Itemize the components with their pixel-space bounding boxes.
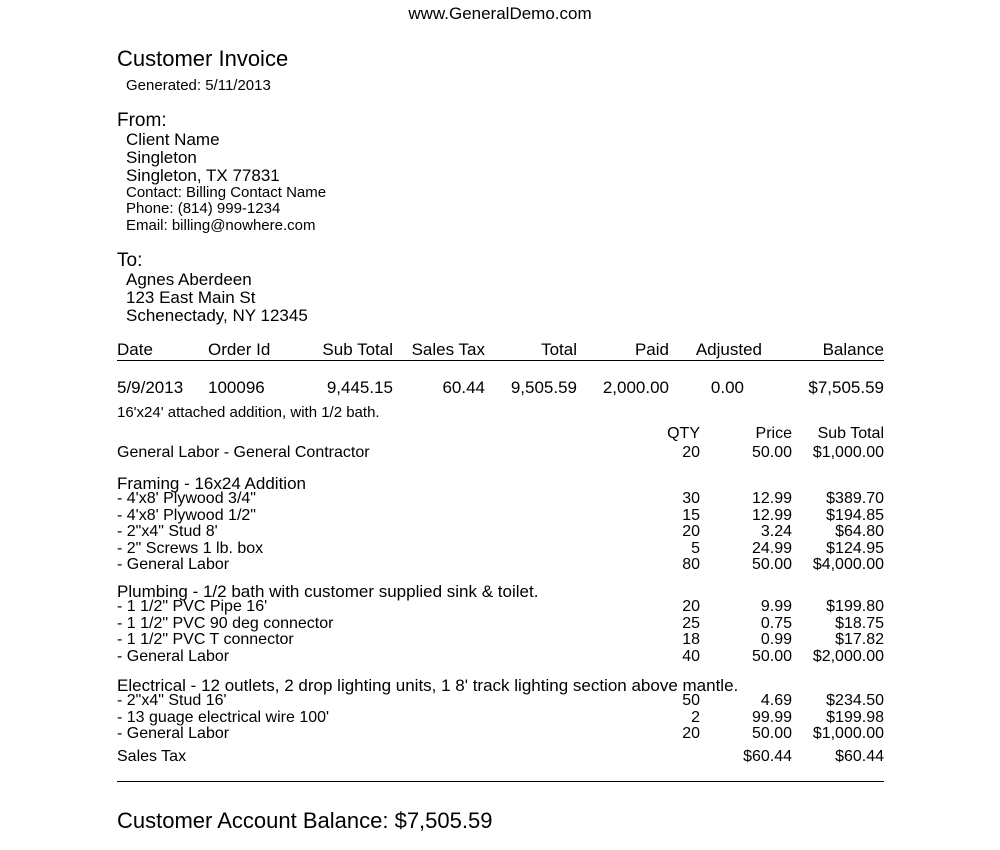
item-name: - 1 1/2" PVC T connector bbox=[117, 631, 294, 648]
line-header-row bbox=[117, 425, 884, 445]
from-contact: Contact: Billing Contact Name bbox=[126, 184, 327, 201]
to-name: Agnes Aberdeen bbox=[126, 270, 252, 289]
item-qty: 30 bbox=[682, 490, 700, 507]
summary-header-row bbox=[117, 340, 884, 360]
item-price: 4.69 bbox=[760, 692, 792, 709]
col-order-id: Order Id bbox=[208, 340, 271, 359]
item-price: 12.99 bbox=[751, 506, 792, 524]
item-price: 50.00 bbox=[751, 725, 792, 742]
item-name: - General Labor bbox=[117, 647, 230, 665]
col-price: Price bbox=[755, 425, 792, 442]
sales-tax-price: $60.44 bbox=[743, 748, 792, 765]
item-name: - 4'x8' Plywood 1/2" bbox=[117, 506, 256, 524]
item-qty: 20 bbox=[682, 444, 700, 461]
item-qty: 80 bbox=[682, 556, 700, 573]
item-qty: 25 bbox=[682, 614, 700, 632]
item-subtotal: $2,000.00 bbox=[812, 647, 884, 665]
order-description: 16'x24' attached addition, with 1/2 bath. bbox=[117, 404, 380, 421]
item-qty: 18 bbox=[682, 631, 700, 648]
col-balance: Balance bbox=[822, 340, 884, 359]
item-price: 50.00 bbox=[751, 556, 792, 573]
summary-sales-tax: 60.44 bbox=[442, 378, 485, 397]
item-name: - General Labor bbox=[117, 556, 230, 573]
sales-tax-subtotal: $60.44 bbox=[835, 748, 884, 765]
section-title-electrical: Electrical - 12 outlets, 2 drop lighting units, 1 8' track lighting section above mantle. bbox=[117, 676, 739, 695]
col-sales-tax: Sales Tax bbox=[411, 340, 485, 359]
section-title-framing: Framing - 16x24 Addition bbox=[117, 474, 306, 493]
from-name: Client Name bbox=[126, 130, 220, 149]
item-price: 0.99 bbox=[760, 631, 792, 648]
sales-tax-label: Sales Tax bbox=[117, 748, 187, 765]
item-qty: 5 bbox=[691, 539, 700, 557]
list-item bbox=[117, 726, 884, 746]
from-phone: Phone: (814) 999-1234 bbox=[126, 200, 281, 217]
item-qty: 15 bbox=[682, 506, 700, 524]
item-price: 3.24 bbox=[760, 523, 792, 540]
from-email: Email: billing@nowhere.com bbox=[126, 217, 316, 234]
list-item bbox=[117, 649, 884, 669]
col-line-subtotal: Sub Total bbox=[817, 425, 884, 442]
item-subtotal: $124.95 bbox=[826, 539, 884, 557]
item-name: - 13 guage electrical wire 100' bbox=[117, 708, 330, 726]
generated-date: Generated: 5/11/2013 bbox=[126, 77, 271, 94]
to-label: To: bbox=[117, 250, 143, 271]
item-price: 24.99 bbox=[751, 539, 792, 557]
summary-total: 9,505.59 bbox=[510, 378, 577, 397]
item-qty: 20 bbox=[682, 523, 700, 540]
col-paid: Paid bbox=[634, 340, 669, 359]
item-subtotal: $234.50 bbox=[826, 692, 884, 709]
item-name: General Labor - General Contractor bbox=[117, 444, 370, 461]
item-name: - 2"x4" Stud 8' bbox=[117, 523, 218, 540]
item-subtotal: $194.85 bbox=[826, 506, 884, 524]
item-subtotal: $64.80 bbox=[835, 523, 884, 540]
header-divider bbox=[117, 360, 884, 361]
item-subtotal: $1,000.00 bbox=[812, 444, 884, 461]
to-line1: 123 East Main St bbox=[126, 288, 256, 307]
item-subtotal: $199.80 bbox=[826, 598, 884, 615]
site-url: www.GeneralDemo.com bbox=[408, 4, 592, 23]
total-divider bbox=[117, 781, 884, 782]
col-qty: QTY bbox=[667, 425, 700, 442]
summary-paid: 2,000.00 bbox=[602, 378, 669, 397]
page-title: Customer Invoice bbox=[117, 46, 289, 71]
item-name: - 4'x8' Plywood 3/4" bbox=[117, 490, 256, 507]
col-date: Date bbox=[117, 340, 153, 359]
from-line2: Singleton, TX 77831 bbox=[126, 166, 280, 185]
from-line1: Singleton bbox=[126, 148, 197, 167]
to-line2: Schenectady, NY 12345 bbox=[126, 306, 308, 325]
item-price: 50.00 bbox=[751, 647, 792, 665]
sales-tax-row bbox=[117, 749, 884, 769]
summary-balance: $7,505.59 bbox=[808, 378, 884, 397]
item-subtotal: $1,000.00 bbox=[812, 725, 884, 742]
item-qty: 2 bbox=[691, 708, 700, 726]
item-subtotal: $389.70 bbox=[826, 490, 884, 507]
col-total: Total bbox=[541, 340, 577, 359]
item-qty: 20 bbox=[682, 725, 700, 742]
summary-order-id: 100096 bbox=[208, 378, 265, 397]
from-label: From: bbox=[117, 110, 167, 131]
col-adjusted: Adjusted bbox=[695, 340, 762, 359]
summary-row bbox=[117, 378, 884, 398]
item-price: 99.99 bbox=[751, 708, 792, 726]
summary-adjusted: 0.00 bbox=[710, 378, 744, 397]
list-item bbox=[117, 557, 884, 577]
item-qty: 50 bbox=[682, 692, 700, 709]
item-name: - 1 1/2" PVC 90 deg connector bbox=[117, 614, 334, 632]
general-labor-row bbox=[117, 445, 884, 465]
summary-sub-total: 9,445.15 bbox=[326, 378, 393, 397]
item-subtotal: $18.75 bbox=[835, 614, 884, 632]
item-price: 50.00 bbox=[751, 444, 792, 461]
item-price: 12.99 bbox=[751, 490, 792, 507]
item-name: - 2" Screws 1 lb. box bbox=[117, 539, 264, 557]
item-name: - 1 1/2" PVC Pipe 16' bbox=[117, 598, 268, 615]
item-name: - 2"x4" Stud 16' bbox=[117, 692, 227, 709]
item-price: 9.99 bbox=[760, 598, 792, 615]
item-subtotal: $4,000.00 bbox=[812, 556, 884, 573]
item-qty: 40 bbox=[682, 647, 700, 665]
item-subtotal: $17.82 bbox=[835, 631, 884, 648]
summary-date: 5/9/2013 bbox=[117, 378, 184, 397]
item-name: - General Labor bbox=[117, 725, 230, 742]
item-qty: 20 bbox=[682, 598, 700, 615]
col-sub-total: Sub Total bbox=[322, 340, 393, 359]
item-price: 0.75 bbox=[760, 614, 792, 632]
account-balance: Customer Account Balance: $7,505.59 bbox=[117, 808, 493, 833]
section-title-plumbing: Plumbing - 1/2 bath with customer supplied sink & toilet. bbox=[117, 582, 539, 601]
item-subtotal: $199.98 bbox=[826, 708, 884, 726]
